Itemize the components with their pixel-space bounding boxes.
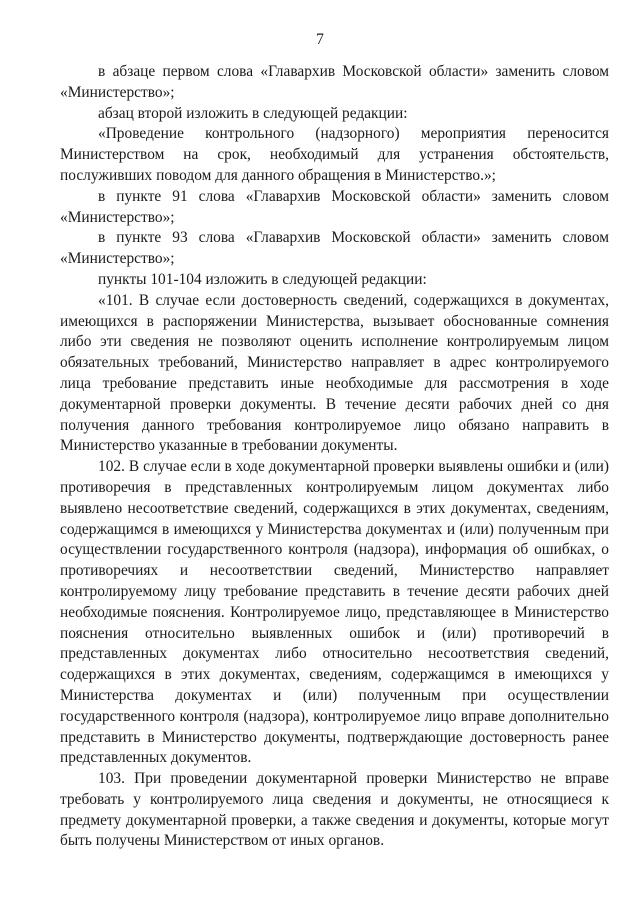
paragraph-second-abzac-intro: абзац второй изложить в следующей редакции:	[98, 104, 408, 122]
paragraph-amend-first-abzac: в абзаце первом слова «Главархив Московской области» заменить словом «Министерство»;	[60, 63, 609, 101]
paragraph-points-101-104-intro: пункты 101-104 изложить в следующей редакции:	[98, 270, 427, 288]
paragraph-point-93: в пункте 93 слова «Главархив Московской области» заменить словом «Министерство»;	[60, 229, 609, 268]
paragraph-point-103: 103. При проведении документарной проверки Министерство не вправе требовать у контролируемого лица сведения и документы, не относящиеся к предмету документарной проверки, а также сведения и документы, которые могут быть получены Министерством от иных органов.	[60, 770, 609, 850]
paragraph-point-91: в пункте 91 слова «Главархив Московской области» заменить словом «Министерство»;	[60, 187, 609, 226]
paragraph-point-101: «101. В случае если достоверность сведений, содержащихся в документах, имеющихся в распоряжении Министерства, вызывает обоснованные сомнения либо эти сведения не позволяют оценить исполнение контролируемым лицом обязательных требований, Министерство направляет в адрес контролируемого лица требование представить иные необходимые для рассмотрения в ходе документарной проверки документы. В течение десяти рабочих дней со дня получения данного требования контролируемое лицо обязано направить в Министерство указанные в требовании документы.	[60, 291, 609, 455]
page-number: 7	[316, 31, 324, 48]
document-body	[60, 62, 609, 852]
paragraph-quoted-postponement: «Проведение контрольного (надзорного) мероприятия переносится Министерством на срок, необходимый для устранения обстоятельств, послуживших поводом для данного обращения в Министерство.»;	[60, 125, 609, 184]
paragraph-point-102: 102. В случае если в ходе документарной проверки выявлены ошибки и (или) противоречия в представленных контролируемым лицом документах либо выявлено несоответствие сведений, содержащихся в этих документах, сведениям, содержащимся в имеющихся у Министерства документах и (или) полученным при осуществлении государственного контроля (надзора), информация об ошибках, о противоречиях и несоответствии сведений, Министерство направляет контролируемому лицу требование представить в течение десяти рабочих дней необходимые пояснения. Контролируемое лицо, представляющее в Министерство пояснения относительно выявленных ошибок и (или) противоречий в представленных документах либо относительно несоответствия сведений, содержащихся в этих документах, сведениям, содержащимся в имеющихся у Министерства документах и (или) полученным при осуществлении государственного контроля (надзора), контролируемое лицо вправе дополнительно представить в Министерство документы, подтверждающие достоверность ранее представленных документов.	[60, 458, 609, 767]
